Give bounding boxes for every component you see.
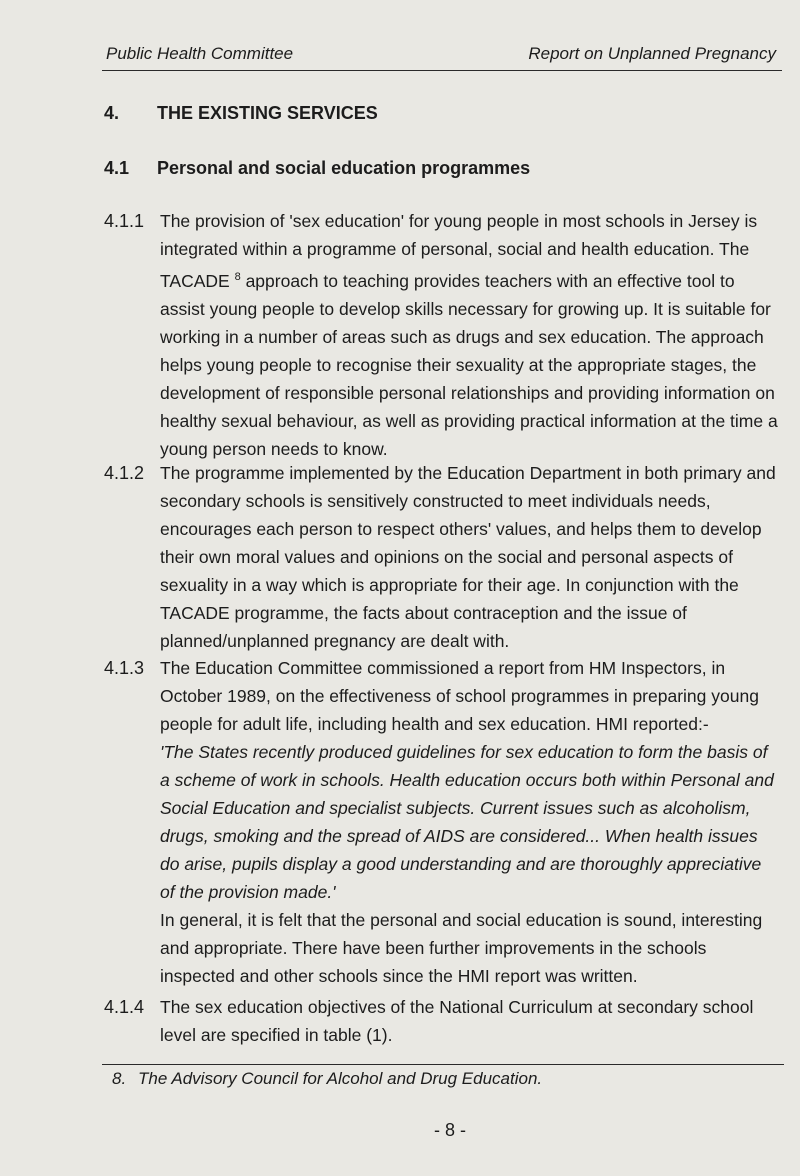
paragraph-number: 4.1.4 bbox=[104, 997, 145, 1017]
paragraph-number: 4.1.3 bbox=[104, 658, 145, 678]
paragraph-4-1-2: The programme implemented by the Education Department in both primary and secondary schools is sensitively constructed to meet individuals needs, encourages each person to respect others' values, and helps them to develop their own moral values and opinions on the social and personal aspects of sexuality in a way which is appropriate for their age. In conjunction with the TACADE programme, the facts about contraception and the issue of planned/unplanned pregnancy are dealt with. bbox=[160, 463, 776, 651]
paragraph-4-1-3 bbox=[160, 654, 780, 990]
footnote-rule bbox=[102, 1064, 784, 1065]
paragraph-conclusion: In general, it is felt that the personal and social education is sound, interesting and appropriate. There have been further improvements in the schools inspected and other schools since the HMI report was written. bbox=[160, 910, 763, 986]
footnote bbox=[112, 1069, 542, 1089]
section-number: 4. bbox=[104, 103, 120, 123]
paragraph-4-1-4: The sex education objectives of the National Curriculum at secondary school level are specified in table (1). bbox=[160, 997, 754, 1045]
paragraph-number: 4.1.1 bbox=[104, 211, 145, 231]
page-number: - 8 - bbox=[433, 1120, 466, 1140]
header-committee: Public Health Committee bbox=[106, 44, 294, 63]
footnote-text: The Advisory Council for Alcohol and Drug Education. bbox=[138, 1069, 543, 1088]
subsection-number: 4.1 bbox=[104, 158, 130, 178]
footnote-reference: 8 bbox=[234, 271, 241, 283]
paragraph-text: The provision of 'sex education' for young people in most schools in Jersey is integrated within a programme of personal, social and health education. The TACADE bbox=[160, 211, 758, 291]
subsection-title: Personal and social education programmes bbox=[157, 158, 531, 178]
header-rule bbox=[102, 70, 782, 71]
paragraph-number: 4.1.2 bbox=[104, 463, 145, 483]
header-report-title: Report on Unplanned Pregnancy bbox=[528, 44, 776, 63]
paragraph-text: approach to teaching provides teachers with an effective tool to assist young people to develop skills necessary for growing up. It is suitable for working in a number of areas such as drugs and sex education. The approach helps young people to recognise their sexuality at the appropriate stages, the development of responsible personal relationships and providing information on healthy sexual behaviour, as well as providing practical information at the time a young person needs to know. bbox=[160, 270, 778, 459]
section-title: THE EXISTING SERVICES bbox=[157, 103, 378, 123]
paragraph-4-1-1 bbox=[160, 207, 780, 463]
footnote-number: 8. bbox=[112, 1069, 127, 1088]
paragraph-intro: The Education Committee commissioned a report from HM Inspectors, in October 1989, on the effectiveness of school programmes in preparing young people for adult life, including health and sex education. HMI reported:- bbox=[160, 658, 759, 734]
hmi-quote: 'The States recently produced guidelines for sex education to form the basis of a scheme of work in schools. Health education occurs both within Personal and Social Education and specialist subjects. Current issues such as alcoholism, drugs, smoking and the spread of AIDS are considered... When health issues do arise, pupils display a good understanding and are thoroughly appreciative of the provision made.' bbox=[160, 742, 774, 902]
